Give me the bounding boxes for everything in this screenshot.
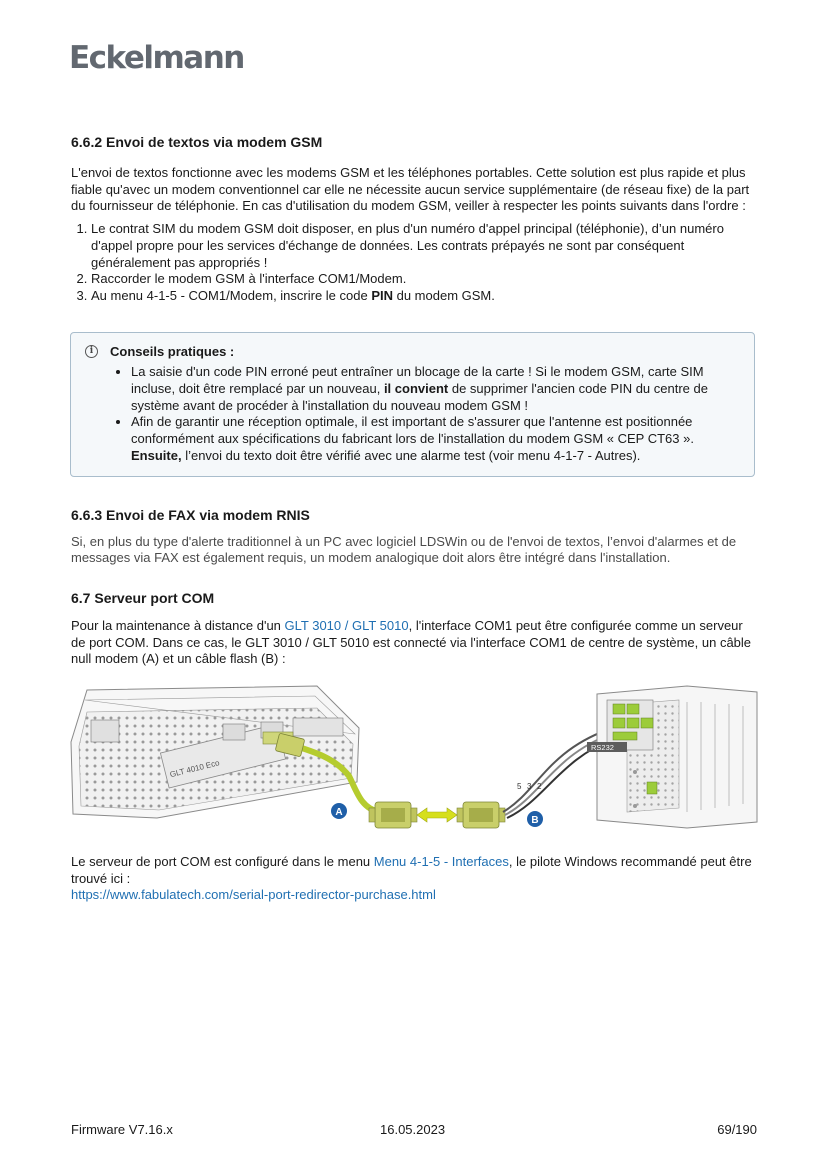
connection-diagram: [67, 682, 767, 842]
pin-label: 5: [517, 782, 522, 792]
svg-text:A: A: [335, 807, 343, 819]
info-icon: i: [85, 345, 98, 358]
link-fabulatech[interactable]: https://www.fabulatech.com/serial-port-redirector-purchase.html: [71, 887, 436, 903]
paragraph-com-server-config: Le serveur de port COM est configuré dans le menu Menu 4-1-5 - Interfaces, le pilote Windows recommandé peut être trouvé ici :: [71, 854, 752, 886]
gsm-step: 3. Au menu 4-1-5 - COM1/Modem, inscrire le code PIN du modem GSM.: [91, 288, 757, 305]
flash-cable-connector: [457, 802, 505, 828]
tip-list: [117, 364, 740, 464]
footer-firmware: Firmware V7.16.x: [71, 1122, 173, 1137]
gsm-step: 1. Le contrat SIM du modem GSM doit disposer, en plus d'un numéro d'appel principal (téléphonie), d’un numéro d'appel propre pour les services d'échange de données. Les contrats prépayés ne sont par conséquent généralement pas appropriés !: [91, 221, 757, 271]
tip-title: Conseils pratiques :: [110, 343, 235, 359]
pin-emphasis: PIN: [371, 287, 393, 303]
heading-6-6-3: 6.6.3 Envoi de FAX via modem RNIS: [71, 506, 310, 523]
gsm-steps-list: [71, 221, 757, 305]
link-glt[interactable]: GLT 3010 / GLT 5010: [284, 617, 409, 633]
link-menu-interfaces[interactable]: Menu 4-1-5 - Interfaces: [373, 854, 509, 870]
gsm-step: 2. Raccorder le modem GSM à l'interface COM1/Modem.: [91, 271, 757, 288]
rs232-port-label: RS232: [591, 743, 614, 753]
heading-6-7: 6.7 Serveur port COM: [71, 589, 215, 606]
footer-page-number: 69/190: [717, 1122, 757, 1137]
svg-text:B: B: [531, 815, 539, 827]
tip-box-practical: [70, 332, 755, 477]
paragraph-gsm-intro: L'envoi de textos fonctionne avec les modems GSM et les téléphones portables. Cette solution est plus rapide et plus fiable qu'avec un modem conventionnel car elle ne nécessite aucun service supplémentaire (de réseau fixe) de la part du fournisseur de téléphonie. En cas d'utilisation du modem GSM, veiller à respecter les points suivants dans l'ordre :: [71, 165, 750, 214]
pin-label: 3: [527, 782, 532, 792]
page-content: [71, 133, 757, 904]
double-arrow-icon: [417, 808, 457, 822]
tip-item: • La saisie d'un code PIN erroné peut entraîner un blocage de la carte ! Si le modem GSM, carte SIM incluse, doit être remplacé par un nouveau, il convient de supprimer l'ancien code PIN du centre de système avant de procéder à l'installation du nouveau modem GSM !: [131, 364, 740, 414]
footer-date: 16.05.2023: [380, 1122, 446, 1137]
device-label: GLT 4010 Eco: [168, 758, 221, 780]
paragraph-com-server: Pour la maintenance à distance d'un GLT 3010 / GLT 5010, l'interface COM1 peut être configurée comme un serveur de port COM. Dans ce cas, le GLT 3010 / GLT 5010 est connecté via l'interface COM1 de centre de système, un câble null modem (A) et un câble flash (B) :: [71, 617, 752, 667]
connection-illustration: [67, 682, 767, 842]
marker-b: [527, 811, 543, 827]
pin-label: 2: [537, 782, 542, 792]
tip-item: • Afin de garantir une réception optimale, il est important de s'assurer que l'antenne est positionnée conformément aux spécifications du fabricant lors de l'installation du modem GSM « CEP CT63 ». Ensuite, l’envoi du texto doit être vérifié avec une alarme test (voir menu 4-1-7 - Autres).: [131, 414, 740, 464]
null-modem-connector: [369, 802, 417, 828]
marker-a: [331, 803, 347, 819]
heading-6-6-2: 6.6.2 Envoi de textos via modem GSM: [71, 134, 323, 150]
glt-rack-device: [587, 686, 757, 828]
paragraph-url: [71, 887, 757, 904]
paragraph-fax: Si, en plus du type d'alerte traditionnel à un PC avec logiciel LDSWin ou de l'envoi de textos, l’envoi d'alarmes et de messages via FAX est également requis, un modem analogique doit alors être intégré dans l'installation.: [71, 533, 737, 566]
logo-eckelmann: Eckelmann: [69, 40, 244, 76]
